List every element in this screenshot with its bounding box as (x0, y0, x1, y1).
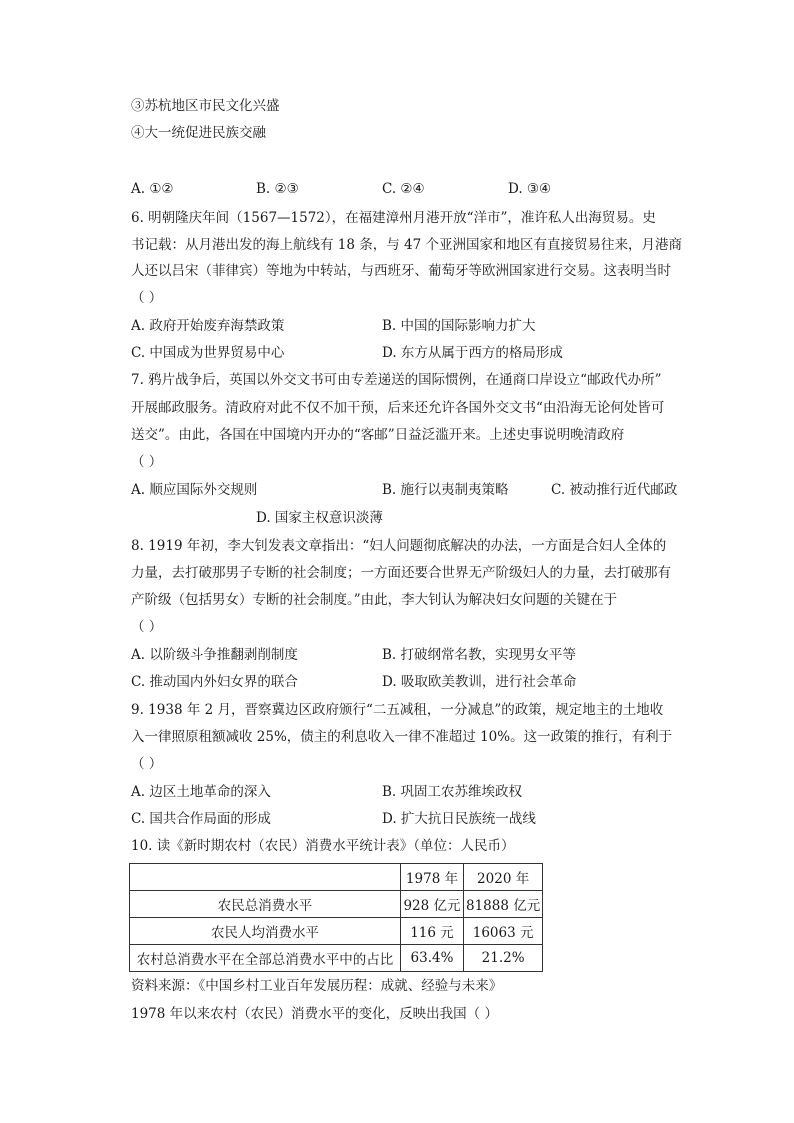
q6-option-b: B. 中国的国际影响力扩大 (382, 318, 536, 334)
table-cell: 农村总消费水平在全部总消费水平中的占比 (130, 945, 401, 972)
q7-option-a: A. 顺应国际外交规则 (131, 482, 258, 498)
q8-stem-line: 产阶级（包括男女）专断的社会制度。”由此，李大钊认为解决妇女问题的关键在于 (131, 592, 618, 608)
q9-option-d: D. 扩大抗日民族统一战线 (382, 811, 536, 827)
q5-item-4: ④大一统促进民族交融 (131, 125, 266, 141)
q7-option-c: C. 被动推行近代邮政 (551, 482, 678, 498)
table-cell: 16063 元 (464, 918, 543, 945)
consumption-table (129, 863, 543, 972)
table-row (130, 918, 543, 945)
q9-option-c: C. 国共合作局面的形成 (131, 811, 271, 827)
q6-stem-line: 6. 明朝隆庆年间（1567—1572），在福建漳州月港开放“洋市”，准许私人出海贸易。史 (131, 210, 656, 226)
table-cell: 81888 亿元 (464, 891, 543, 918)
q6-answer-blank: （ ） (131, 290, 163, 306)
q9-option-a: A. 边区土地革命的深入 (131, 784, 271, 800)
q10-source: 资料来源：《中国乡村工业百年发展历程：成就、经验与未来》 (131, 978, 503, 994)
q6-stem-line: 书记载：从月港出发的海上航线有 18 条，与 47 个亚洲国家和地区有直接贸易往来，月港商 (131, 237, 683, 253)
q9-stem-line: 9. 1938 年 2 月，晋察冀边区政府颁行“二五减租，一分减息”的政策，规定地主的土地收 (131, 702, 664, 718)
q8-stem-line: 力量，去打破那男子专断的社会制度；一方面还要合世界无产阶级妇人的力量，去打破那有 (131, 565, 671, 581)
q5-option-c: C. ②④ (382, 181, 425, 197)
table-row (130, 891, 543, 918)
table-cell: 21.2% (464, 945, 543, 972)
table-cell: 116 元 (401, 918, 464, 945)
q10-intro: 10. 读《新时期农村（农民）消费水平统计表》（单位：人民币） (131, 838, 515, 854)
q7-stem-line: 开展邮政服务。清政府对此不仅不加干预，后来还允许各国外交文书“由沿海无论何处皆可 (131, 400, 665, 416)
q9-answer-blank: （ ） (131, 756, 163, 772)
table-header-cell (130, 864, 401, 891)
table-cell: 农民人均消费水平 (130, 918, 401, 945)
q7-stem-line: 7. 鸦片战争后，英国以外交文书可由专差递送的国际惯例，在通商口岸设立“邮政代办所” (131, 372, 662, 388)
q6-option-d: D. 东方从属于西方的格局形成 (382, 345, 563, 361)
q6-option-c: C. 中国成为世界贸易中心 (131, 345, 285, 361)
q7-stem-line: 送交”。由此，各国在中国境内开办的“客邮”日益泛滥开来。上述史事说明晚清政府 (131, 427, 625, 443)
table-cell: 农民总消费水平 (130, 891, 401, 918)
table-cell: 928 亿元 (401, 891, 464, 918)
q6-stem-line: 人还以吕宋（菲律宾）等地为中转站，与西班牙、葡萄牙等欧洲国家进行交易。这表明当时 (131, 263, 671, 279)
q8-stem-line: 8. 1919 年初，李大钊发表文章指出：“妇人问题彻底解决的办法，一方面是合妇人全体的 (131, 538, 667, 554)
q5-item-3: ③苏杭地区市民文化兴盛 (131, 98, 280, 114)
q8-answer-blank: （ ） (131, 619, 163, 635)
q7-option-b: B. 施行以夷制夷策略 (382, 482, 509, 498)
q8-option-d: D. 吸取欧美教训，进行社会革命 (382, 674, 577, 690)
q5-option-a: A. ①② (131, 181, 174, 197)
q7-answer-blank: （ ） (131, 454, 163, 470)
table-header-cell: 1978 年 (401, 864, 464, 891)
q7-option-d: D. 国家主权意识淡薄 (256, 510, 383, 526)
table-cell: 63.4% (401, 945, 464, 972)
q9-option-b: B. 巩固工农苏维埃政权 (382, 784, 523, 800)
q5-option-b: B. ②③ (256, 181, 299, 197)
table-header-row (130, 864, 543, 891)
q8-option-b: B. 打破纲常名教，实现男女平等 (382, 647, 577, 663)
q10-question: 1978 年以来农村（农民）消费水平的变化，反映出我国（ ） (131, 1006, 498, 1022)
q8-option-a: A. 以阶级斗争推翻剥削制度 (131, 647, 298, 663)
q5-option-d: D. ③④ (508, 181, 552, 197)
table-header-cell: 2020 年 (464, 864, 543, 891)
table-row (130, 945, 543, 972)
q9-stem-line: 入一律照原租额减收 25%，债主的利息收入一律不准超过 10%。这一政策的推行，有利于 (131, 729, 673, 745)
q6-option-a: A. 政府开始废弃海禁政策 (131, 318, 285, 334)
q8-option-c: C. 推动国内外妇女界的联合 (131, 674, 298, 690)
